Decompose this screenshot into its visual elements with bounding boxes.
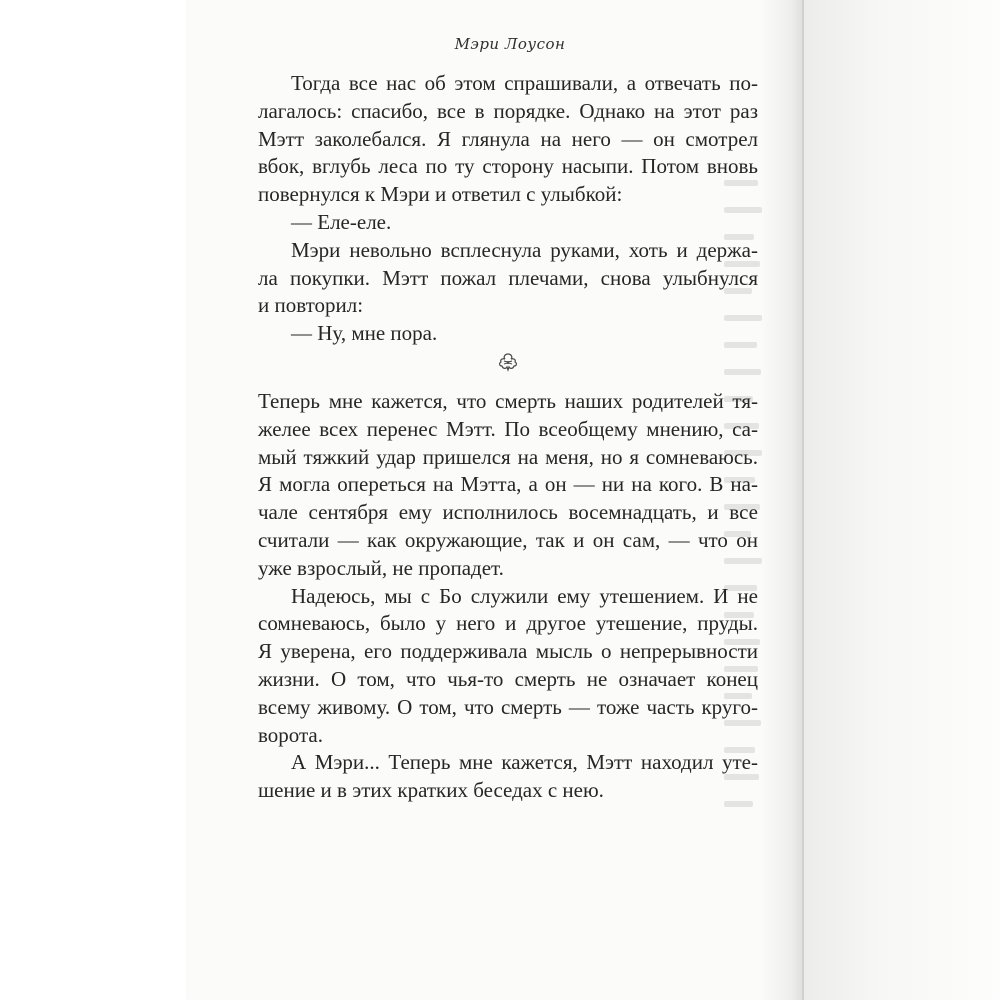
paragraph [258,70,758,209]
text-line: сомневаюсь, было у него и другое утешение, пруды. [258,611,758,636]
dialog-line: — Еле-еле. [291,209,392,234]
paragraph [258,388,758,583]
facing-page-edge [802,0,1000,1000]
text-line: Я могла опереться на Мэтта, а он — ни на кого. В на- [258,472,758,497]
page-body-text [258,70,758,805]
section-break-flourish-icon [497,352,519,372]
text-line: Надеюсь, мы с Бо служили ему утешением. И не [291,583,758,608]
text-line: лагалось: спасибо, все в порядке. Однако на этот раз [258,98,758,123]
text-line: шение и в этих кратких беседах с нею. [258,778,604,803]
text-line: А Мэри... Теперь мне кажется, Мэтт находил уте- [291,750,758,775]
text-line: всему живому. О том, что смерть — тоже часть круго- [258,694,758,719]
text-line: и повторил: [258,293,364,318]
dialog-line: — Ну, мне пора. [291,321,438,346]
text-line: считали — как окружающие, так и он сам, — что он [258,527,758,552]
text-line: повернулся к Мэри и ответил с улыбкой: [258,182,623,207]
text-line: уже взрослый, не пропадет. [258,555,504,580]
text-line: Тогда все нас об этом спрашивали, а отвечать по- [291,71,758,95]
text-line: Мэтт заколебался. Я глянула на него — он смотрел [258,126,758,151]
page-gutter-shadow [760,0,804,1000]
running-head-author: Мэри Лоусон [454,35,566,53]
paragraph [258,583,758,750]
paragraph [258,237,758,320]
text-line: мый тяжкий удар пришелся на меня, но я сомневаюсь. [258,444,758,469]
text-line: вбок, вглубь леса по ту сторону насыпи. Потом вновь [258,154,758,179]
text-line: желее всех перенес Мэтт. По всеобщему мнению, са- [258,416,758,441]
text-line: ла покупки. Мэтт пожал плечами, снова улыбнулся [258,265,758,290]
text-line: Я уверена, его поддерживала мысль о непрерывности [258,639,758,664]
text-line: ворота. [258,722,323,747]
text-line: жизни. О том, что чья-то смерть не означает конец [258,666,758,691]
paragraph [258,749,758,805]
section-break [258,348,758,388]
text-line: Теперь мне кажется, что смерть наших родителей тя- [258,388,758,413]
text-line: чале сентября ему исполнилось восемнадцать, и все [258,500,758,525]
text-line: Мэри невольно всплеснула руками, хоть и держа- [291,237,758,262]
